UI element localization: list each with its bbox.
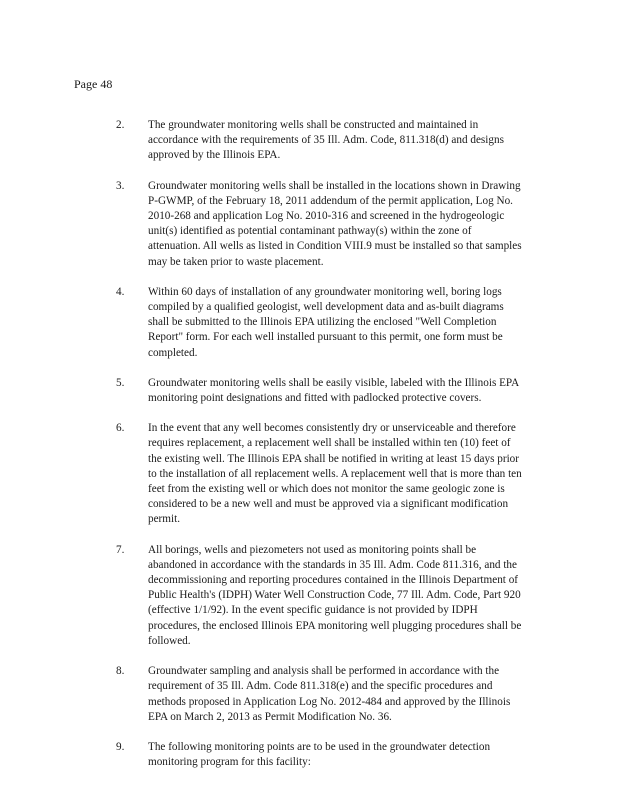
condition-list — [116, 118, 526, 785]
list-item — [116, 664, 526, 725]
item-text: Groundwater monitoring wells shall be installed in the locations shown in Drawing P-GWMP, of the February 18, 2011 addendum of the permit application, Log No. 2010-268 and application Log No. 2010-316 and screened in the hydrogeologic unit(s) identified as potential contaminant pathway(s) within the zone of attenuation. All wells as listed in Condition VIII.9 must be installed so that samples may be taken prior to waste placement. — [148, 179, 522, 268]
list-item — [116, 543, 526, 649]
item-text: Within 60 days of installation of any groundwater monitoring well, boring logs compiled by a qualified geologist, well development data and as-built diagrams shall be submitted to the Illinois EPA utilizing the enclosed "Well Completion Report" form. For each well installed pursuant to this permit, one form must be completed. — [148, 285, 504, 359]
list-item — [116, 179, 526, 270]
item-number: 3. — [116, 179, 125, 192]
item-text: Groundwater monitoring wells shall be easily visible, labeled with the Illinois EPA monitoring point designations and fitted with padlocked protective covers. — [148, 376, 519, 405]
item-number: 7. — [116, 543, 125, 556]
list-item — [116, 118, 526, 164]
item-number: 9. — [116, 740, 125, 753]
list-item — [116, 376, 526, 406]
item-number: 6. — [116, 422, 125, 435]
item-text: All borings, wells and piezometers not used as monitoring points shall be abandoned in accordance with the standards in 35 Ill. Adm. Code 811.316, and the decommissioning and reporting procedures contained in the Illinois Department of Public Health's (IDPH) Water Well Construction Code, 77 Ill. Adm. Code, Part 920 (effective 1/1/92). In the event specific guidance is not provided by IDPH procedures, the enclosed Illinois EPA monitoring well plugging procedures shall be followed. — [148, 543, 522, 647]
item-text: The groundwater monitoring wells shall be constructed and maintained in accordance with the requirements of 35 Ill. Adm. Code, 811.318(d) and designs approved by the Illinois EPA. — [148, 119, 504, 162]
item-number: 8. — [116, 665, 125, 678]
list-item — [116, 421, 526, 527]
item-number: 4. — [116, 285, 125, 298]
page-number: Page 48 — [74, 77, 113, 91]
item-text: The following monitoring points are to be used in the groundwater detection monitoring program for this facility: — [148, 740, 491, 769]
item-text: Groundwater sampling and analysis shall be performed in accordance with the requirement of 35 Ill. Adm. Code 811.318(e) and the specific procedures and methods proposed in Application Log No. 2012-484 and approved by the Illinois EPA on March 2, 2013 as Permit Modification No. 36. — [148, 665, 511, 723]
list-item — [116, 740, 526, 770]
item-text: In the event that any well becomes consistently dry or unserviceable and therefore requires replacement, a replacement well shall be installed within ten (10) feet of the existing well. The Illinois EPA shall be notified in writing at least 15 days prior to the installation of all replacement wells. A replacement well that is more than ten feet from the existing well or which does not monitor the same geologic zone is considered to be a new well and must be approved via a significant modification permit. — [148, 422, 522, 526]
item-number: 2. — [116, 119, 125, 131]
item-number: 5. — [116, 376, 125, 389]
list-item — [116, 285, 526, 361]
